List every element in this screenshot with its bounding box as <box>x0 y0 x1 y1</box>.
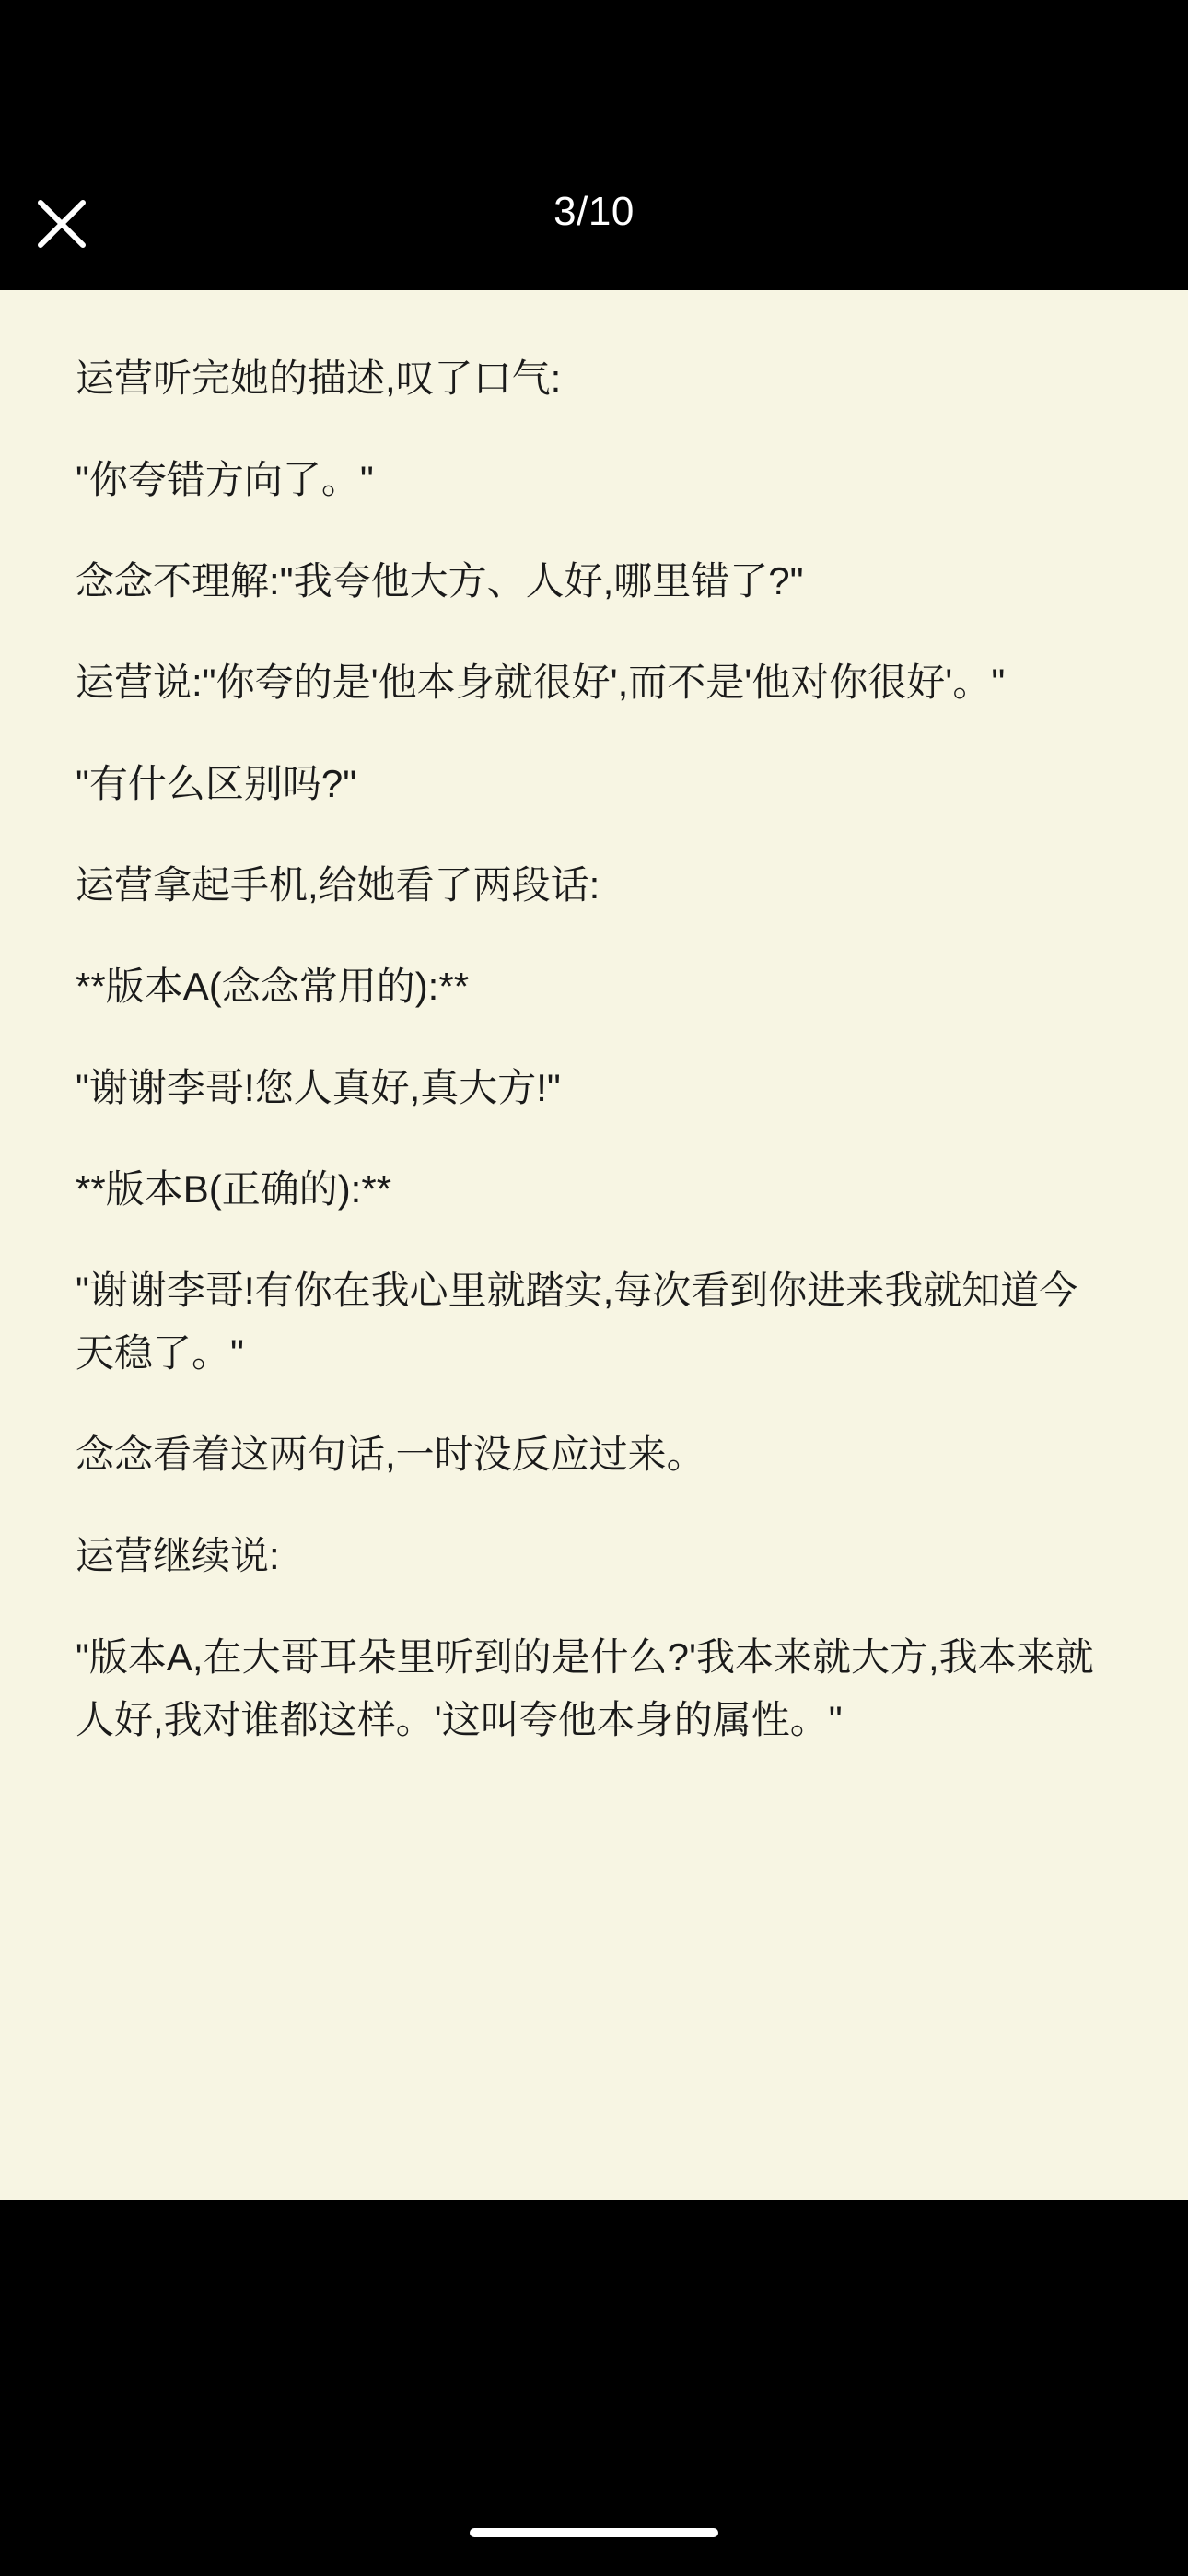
paragraph: "版本A,在大哥耳朵里听到的是什么?'我本来就大方,我本来就人好,我对谁都这样。'这叫夸他本身的属性。" <box>76 1635 1094 1742</box>
paragraph: 运营继续说: <box>76 1534 280 1578</box>
bottom-bar <box>0 2200 1188 2576</box>
paragraph: 念念不理解:"我夸他大方、人好,哪里错了?" <box>76 559 804 603</box>
paragraph: "谢谢李哥!有你在我心里就踏实,每次看到你进来我就知道今天稳了。" <box>76 1269 1078 1376</box>
paragraph: 运营说:"你夸的是'他本身就很好',而不是'他对你很好'。" <box>76 661 1006 705</box>
reader-content[interactable] <box>0 290 1188 2200</box>
paragraph: 运营拿起手机,给她看了两段话: <box>76 863 600 907</box>
top-bar <box>0 0 1188 290</box>
paragraph: 运营听完她的描述,叹了口气: <box>76 357 562 400</box>
paragraph: 念念看着这两句话,一时没反应过来。 <box>76 1433 705 1477</box>
page-indicator: 3/10 <box>553 189 635 234</box>
paragraph: **版本A(念念常用的):** <box>76 965 470 1009</box>
paragraph: "你夸错方向了。" <box>76 458 374 502</box>
paragraph: **版本B(正确的):** <box>76 1167 392 1212</box>
home-indicator[interactable] <box>470 2528 718 2537</box>
paragraph: "有什么区别吗?" <box>76 762 357 806</box>
paragraph: "谢谢李哥!您人真好,真大方!" <box>76 1066 561 1110</box>
